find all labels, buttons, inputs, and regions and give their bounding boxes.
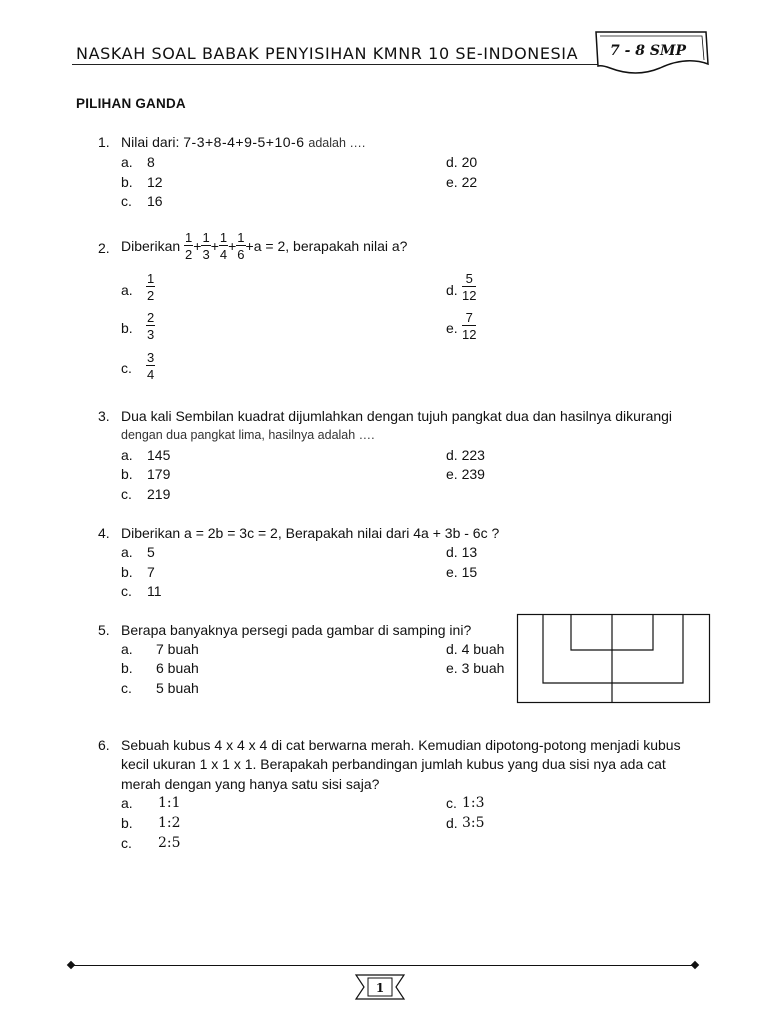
option-label: a.	[121, 641, 133, 657]
option-label: c.	[121, 193, 132, 209]
question-3-option-a: 145	[147, 447, 171, 463]
option-label: a.	[121, 282, 133, 298]
question-5-option-b: 6 buah	[156, 660, 199, 676]
question-1-expression: 7-3+8-4+9-5+10-6	[183, 134, 305, 150]
option-label: c.	[121, 583, 132, 599]
question-3-line-2: dengan dua pangkat lima, hasilnya adalah ….	[121, 428, 375, 442]
document-title: NASKAH SOAL BABAK PENYISIHAN KMNR 10 SE-INDONESIA	[76, 44, 579, 63]
footer-rule	[72, 965, 696, 966]
question-6-option-c: 2:5	[158, 835, 181, 851]
question-4-condition: a = 2b = 3c = 2	[184, 525, 278, 541]
question-4-option-b: 7	[147, 564, 155, 580]
question-1-text	[121, 134, 365, 150]
question-3-option-e: e. 239	[446, 466, 485, 482]
section-title: PILIHAN GANDA	[76, 96, 186, 111]
option-label: b.	[121, 466, 133, 482]
equation-tail: a = 2	[253, 238, 286, 254]
question-2-text	[121, 231, 407, 261]
option-label: d.	[446, 282, 458, 298]
question-2-prefix: Diberikan	[121, 238, 181, 254]
fraction: $\frac{1}{4}$	[219, 230, 228, 262]
question-4-option-d: d. 13	[446, 544, 478, 560]
question-4-option-a: 5	[147, 544, 155, 560]
question-2-option-b: $\frac{2}{3}$	[147, 310, 155, 342]
header-rule	[72, 64, 600, 65]
option-label: c.	[121, 360, 132, 376]
question-2-option-d: $\frac{5}{12}$	[462, 271, 477, 303]
question-3-option-b: 179	[147, 466, 171, 482]
option-label: b.	[121, 815, 133, 831]
plus-sign: +	[193, 238, 202, 254]
fraction: $\frac{1}{6}$	[237, 230, 245, 262]
plus-sign: +	[245, 238, 254, 254]
option-label: c.	[446, 795, 457, 811]
grade-badge: 7 - 8 SMP	[609, 43, 687, 59]
question-4-option-c: 11	[147, 583, 162, 599]
question-4-number: 4.	[98, 525, 110, 541]
question-1-option-e: e. 22	[446, 174, 478, 190]
figure-middle-frame	[543, 615, 683, 684]
option-label: e.	[446, 320, 458, 336]
question-2-option-a: $\frac{1}{2}$	[147, 271, 155, 303]
question-6-option-b: 1:2	[158, 815, 181, 831]
option-label: c.	[121, 486, 132, 502]
question-2-number: 2.	[98, 240, 110, 256]
squares-figure	[516, 613, 712, 705]
question-4-suffix: ?	[491, 525, 500, 541]
option-label: b.	[121, 660, 133, 676]
figure-outer-square	[518, 615, 710, 703]
question-3-number: 3.	[98, 408, 110, 424]
question-6-option-d: 3:5	[462, 815, 485, 831]
option-label: b.	[121, 564, 133, 580]
option-label: c.	[121, 680, 132, 696]
plus-sign: +	[228, 238, 237, 254]
question-6-option-c-right: 1:3	[462, 795, 485, 811]
question-6-option-a: 1:1	[158, 795, 181, 811]
option-label: d.	[446, 815, 458, 831]
option-label: b.	[121, 174, 133, 190]
question-5-number: 5.	[98, 622, 110, 638]
page-number: 1	[375, 981, 385, 995]
option-label: b.	[121, 320, 133, 336]
question-4-middle: , Berapakah nilai dari	[277, 525, 410, 541]
option-label: a.	[121, 154, 133, 170]
option-label: c.	[121, 835, 132, 851]
question-1-suffix: adalah ….	[308, 136, 366, 150]
question-1-option-d: d. 20	[446, 154, 478, 170]
option-label: a.	[121, 447, 133, 463]
option-label: a.	[121, 795, 133, 811]
question-1-option-c: 16	[147, 193, 163, 209]
fraction: $\frac{1}{2}$	[185, 230, 193, 262]
option-label: a.	[121, 544, 133, 560]
question-4-expression: 4a + 3b - 6c	[413, 525, 488, 541]
question-3-option-d: d. 223	[446, 447, 485, 463]
question-1-prefix: Nilai dari:	[121, 134, 180, 150]
question-2-option-c: $\frac{3}{4}$	[147, 350, 155, 382]
question-5-option-c: 5 buah	[156, 680, 199, 696]
question-6-line-1: Sebuah kubus 4 x 4 x 4 di cat berwarna merah. Kemudian dipotong-potong menjadi kubus	[121, 737, 681, 753]
question-1-number: 1.	[98, 134, 110, 150]
question-6-number: 6.	[98, 737, 110, 753]
question-5-text: Berapa banyaknya persegi pada gambar di samping ini?	[121, 622, 472, 638]
question-5-option-e: e. 3 buah	[446, 660, 505, 676]
question-4-option-e: e. 15	[446, 564, 478, 580]
fraction: $\frac{1}{3}$	[202, 230, 210, 262]
question-2-suffix: , berapakah nilai a?	[285, 238, 408, 254]
question-4-prefix: Diberikan	[121, 525, 181, 541]
question-5-option-a: 7 buah	[156, 641, 199, 657]
question-1-option-b: 12	[147, 174, 163, 190]
question-5-option-d: d. 4 buah	[446, 641, 505, 657]
question-3-line-1: Dua kali Sembilan kuadrat dijumlahkan dengan tujuh pangkat dua dan hasilnya dikurangi	[121, 408, 673, 424]
question-6-line-3: merah dengan yang hanya satu sisi saja?	[121, 776, 380, 792]
plus-sign: +	[210, 238, 219, 254]
question-1-option-a: 8	[147, 154, 155, 170]
footer-diamond-right-icon	[691, 961, 699, 969]
question-3-option-c: 219	[147, 486, 171, 502]
question-2-option-e: $\frac{7}{12}$	[462, 310, 477, 342]
footer-diamond-left-icon	[67, 961, 75, 969]
question-4-text	[121, 525, 499, 541]
question-6-line-2: kecil ukuran 1 x 1 x 1. Berapakah perbandingan jumlah kubus yang dua sisi nya ada cat	[121, 756, 666, 772]
